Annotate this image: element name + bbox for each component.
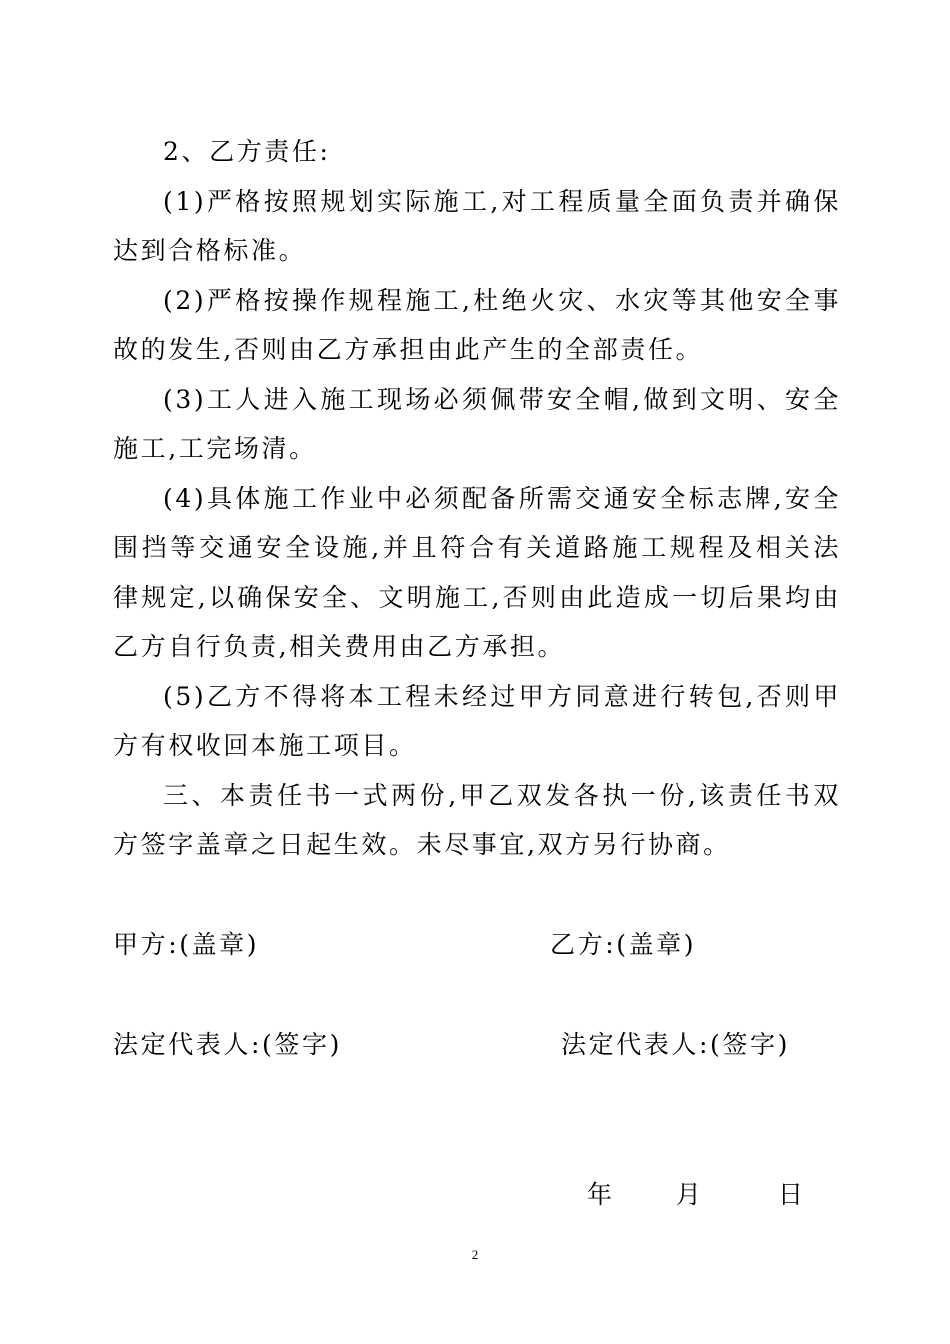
paragraph-party-b-heading: 2、乙方责任: [163, 137, 331, 166]
date-month: 月 [676, 1180, 702, 1209]
paragraph-clause-4: (4)具体施工作业中必须配备所需交通安全标志牌,安全围挡等交通安全设施,并且符合有关道路施工规程及相关法律规定,以确保安全、文明施工,否则由此造成一切后果均由乙方自行负责,相关费用由乙方承担。 [113, 483, 841, 661]
date-day: 日 [778, 1180, 804, 1209]
document-body [113, 127, 841, 870]
page-number: 2 [471, 1247, 479, 1262]
party-a-seal-line: 甲方:(盖章) [113, 930, 260, 959]
party-a-representative-line: 法定代表人:(签字) [113, 1030, 342, 1059]
paragraph-clause-1: (1)严格按照规划实际施工,对工程质量全面负责并确保达到合格标准。 [113, 186, 841, 265]
party-b-seal-line: 乙方:(盖章) [550, 930, 697, 959]
paragraph-section-three: 三、本责任书一式两份,甲乙双发各执一份,该责任书双方签字盖章之日起生效。未尽事宜,双方另行协商。 [113, 780, 841, 859]
paragraph-clause-3: (3)工人进入施工现场必须佩带安全帽,做到文明、安全施工,工完场清。 [113, 384, 841, 463]
paragraph-clause-2: (2)严格按操作规程施工,杜绝火灾、水灾等其他安全事故的发生,否则由乙方承担由此产生的全部责任。 [113, 285, 841, 364]
paragraph-clause-5: (5)乙方不得将本工程未经过甲方同意进行转包,否则甲方有权收回本施工项目。 [113, 681, 841, 760]
date-year: 年 [587, 1180, 613, 1209]
party-b-representative-line: 法定代表人:(签字) [561, 1030, 790, 1059]
